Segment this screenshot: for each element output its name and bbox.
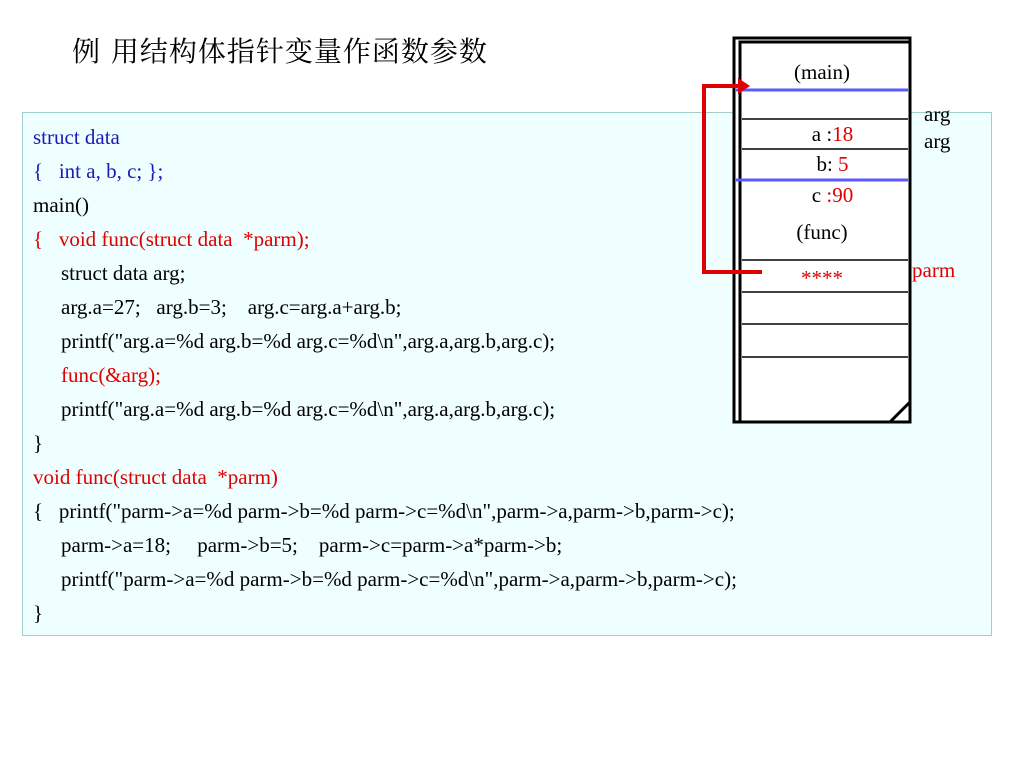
slide-title: 例 用结构体指针变量作函数参数 — [72, 35, 488, 68]
parm-pointer-value: **** — [801, 266, 843, 290]
code-line: arg.a=27; arg.b=3; arg.c=arg.a+arg.b; — [61, 295, 402, 319]
arg-label-2: arg — [924, 129, 951, 153]
cell-b-label: b: — [816, 152, 839, 176]
code-line: struct data arg; — [61, 261, 186, 285]
cell-b-value: 5 — [838, 152, 849, 176]
code-line: printf("parm->a=%d parm->b=%d parm->c=%d\n",parm->a,parm->b,parm->c); — [61, 567, 737, 591]
code-line: main() — [33, 193, 89, 217]
code-line: { printf("parm->a=%d parm->b=%d parm->c=%d\n",parm->a,parm->b,parm->c); — [33, 499, 735, 523]
code-line: { int a, b, c; }; — [33, 159, 164, 183]
memory-stack-diagram — [732, 34, 912, 426]
code-line: void func(struct data *parm) — [33, 465, 278, 489]
cell-a-value: 18 — [832, 122, 854, 146]
cell-c-value: :90 — [826, 183, 854, 207]
cell-a-label: a : — [811, 122, 833, 146]
main-frame-label: (main) — [794, 60, 850, 84]
parm-label: parm — [912, 258, 956, 282]
cell-c-label: c — [811, 183, 827, 207]
code-line: { void func(struct data *parm); — [33, 227, 310, 251]
arg-label-1: arg — [924, 102, 951, 126]
func-frame-label: (func) — [796, 220, 848, 244]
pointer-arrow — [692, 74, 782, 284]
code-line: struct data — [33, 125, 120, 149]
code-line: printf("arg.a=%d arg.b=%d arg.c=%d\n",arg.a,arg.b,arg.c); — [61, 329, 556, 353]
code-line: } — [33, 601, 44, 625]
code-line: printf("arg.a=%d arg.b=%d arg.c=%d\n",arg.a,arg.b,arg.c); — [61, 397, 556, 421]
code-line: } — [33, 431, 44, 455]
code-line: parm->a=18; parm->b=5; parm->c=parm->a*parm->b; — [61, 533, 563, 557]
code-line: func(&arg); — [61, 363, 161, 387]
